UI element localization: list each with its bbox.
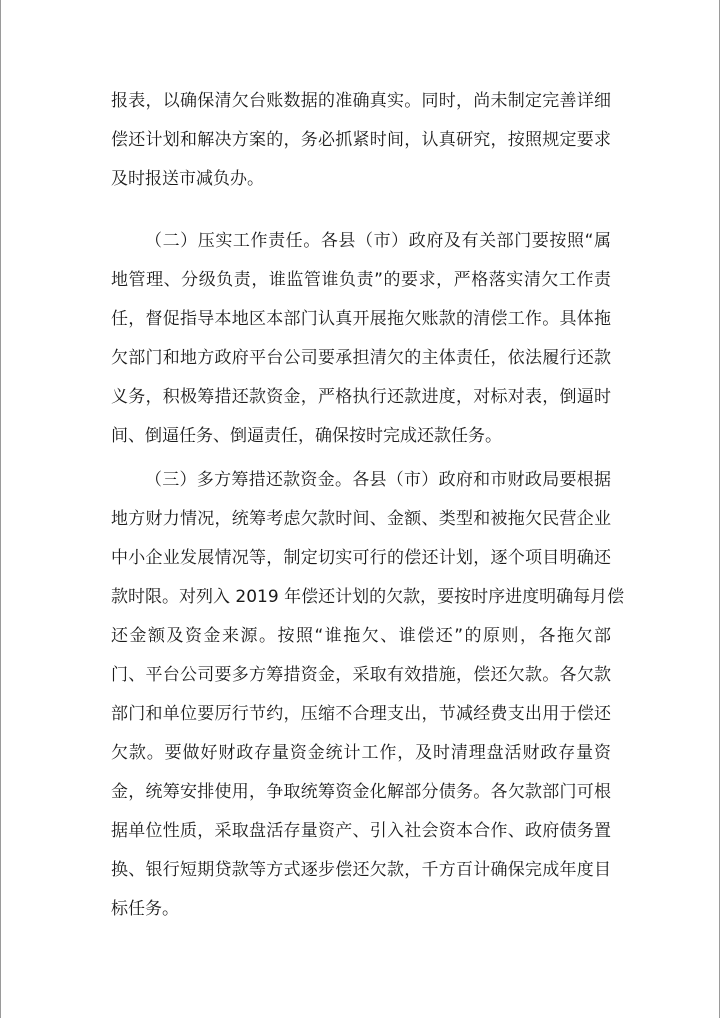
text-line: 报表，以确保清欠台账数据的准确真实。同时，尚未制定完善详细: [111, 91, 611, 111]
text-line: 还金额及资金来源。按照“谁拖欠、谁偿还”的原则，各拖欠部: [111, 626, 611, 646]
paragraph-continuation: [111, 82, 611, 199]
text-line: （二）压实工作责任。各县（市）政府及有关部门要按照“属: [145, 231, 611, 251]
paragraph-repayment-funds: [111, 461, 625, 929]
paragraph-work-responsibility: [111, 222, 611, 456]
text-line: 部门和单位要厉行节约，压缩不合理支出，节减经费支出用于偿还: [111, 704, 611, 724]
text-line: （三）多方筹措还款资金。各县（市）政府和市财政局要根据: [145, 470, 611, 490]
text-line: 换、银行短期贷款等方式逐步偿还欠款，千方百计确保完成年度目: [111, 860, 611, 880]
text-line: 标任务。: [111, 899, 179, 919]
text-line: 地方财力情况，统筹考虑欠款时间、金额、类型和被拖欠民营企业: [111, 509, 611, 529]
text-line: 据单位性质，采取盘活存量资产、引入社会资本合作、政府债务置: [111, 821, 611, 841]
text-line: 义务，积极筹措还款资金，严格执行还款进度，对标对表，倒逼时: [111, 387, 611, 407]
text-line: 中小企业发展情况等，制定切实可行的偿还计划，逐个项目明确还: [111, 548, 611, 568]
text-line: 偿还计划和解决方案的，务必抓紧时间，认真研究，按照规定要求: [111, 130, 611, 150]
text-line: 门、平台公司要多方筹措资金，采取有效措施，偿还欠款。各欠款: [111, 665, 611, 685]
text-line: 款时限。对列入 2019 年偿还计划的欠款，要按时序进度明确每月偿: [111, 587, 625, 607]
text-line: 金，统筹安排使用，争取统筹资金化解部分债务。各欠款部门可根: [111, 782, 611, 802]
text-line: 间、倒逼任务、倒逼责任，确保按时完成还款任务。: [111, 426, 502, 446]
text-line: 及时报送市减负办。: [111, 169, 264, 189]
text-line: 任，督促指导本地区本部门认真开展拖欠账款的清偿工作。具体拖: [111, 309, 611, 329]
text-line: 欠部门和地方政府平台公司要承担清欠的主体责任，依法履行还款: [111, 348, 611, 368]
text-line: 地管理、分级负责，谁监管谁负责”的要求，严格落实清欠工作责: [111, 270, 611, 290]
text-line: 欠款。要做好财政存量资金统计工作，及时清理盘活财政存量资: [111, 743, 611, 763]
